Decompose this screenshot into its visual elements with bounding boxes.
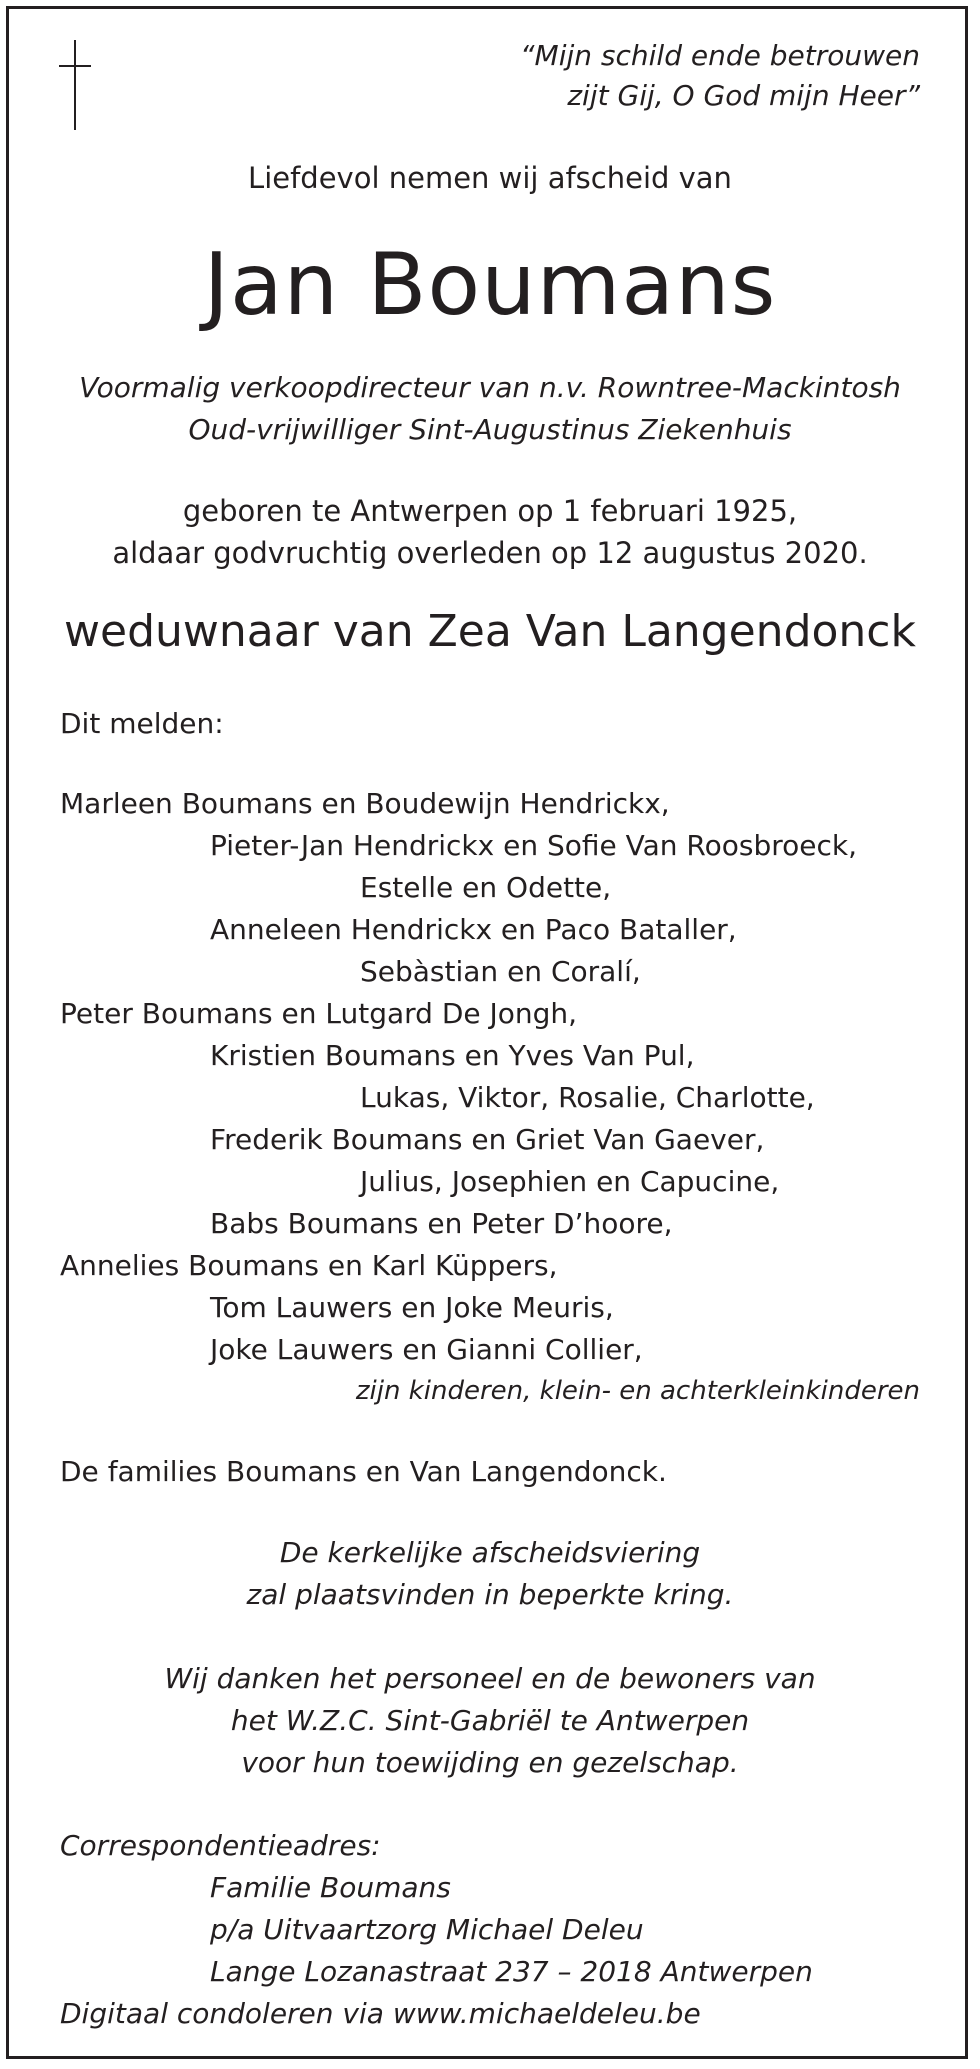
family-line: Pieter-Jan Hendrickx en Sofie Van Roosbroeck, [210,829,858,862]
family-line: Joke Lauwers en Gianni Collier, [210,1333,643,1366]
family-line: Julius, Josephien en Capucine, [360,1165,780,1198]
online-condolence: Digitaal condoleren via www.michaeldeleu.be [60,1997,701,2030]
family-line: Babs Boumans en Peter D’hoore, [210,1207,673,1240]
family-line: Estelle en Odette, [360,871,612,904]
deceased-name: Jan Boumans [203,235,777,335]
family-line: Peter Boumans en Lutgard De Jongh, [60,997,578,1030]
death-line: aldaar godvruchtig overleden op 12 augustus 2020. [112,536,868,570]
correspondence-label: Correspondentieadres: [60,1829,381,1862]
family-line: Annelies Boumans en Karl Küppers, [60,1249,558,1282]
quote-line-2: zijt Gij, O God mijn Heer” [567,79,920,112]
birth-line: geboren te Antwerpen op 1 februari 1925, [182,494,798,528]
role-line-2: Oud-vrijwilliger Sint-Augustinus Ziekenhuis [188,413,792,446]
ceremony-line-2: zal plaatsvinden in beperkte kring. [246,1578,734,1611]
family-line: Frederik Boumans en Griet Van Gaever, [210,1123,765,1156]
correspondence-care-of: p/a Uitvaartzorg Michael Deleu [210,1913,644,1946]
family-line: Marleen Boumans en Boudewijn Hendrickx, [60,787,670,820]
family-line: Tom Lauwers en Joke Meuris, [210,1291,614,1324]
announce-label: Dit melden: [60,707,224,740]
widower-line: weduwnaar van Zea Van Langendonck [64,606,916,657]
family-line: Anneleen Hendrickx en Paco Bataller, [210,913,737,946]
ceremony-line-1: De kerkelijke afscheidsviering [279,1536,701,1569]
role-line-1: Voormalig verkoopdirecteur van n.v. Rowntree-Mackintosh [79,371,901,404]
families-line: De families Boumans en Van Langendonck. [60,1455,667,1488]
family-role: zijn kinderen, klein- en achterkleinkinderen [355,1376,920,1406]
intro-text: Liefdevol nemen wij afscheid van [248,161,732,195]
quote-line-1: “Mijn schild ende betrouwen [520,39,920,72]
family-line: Lukas, Viktor, Rosalie, Charlotte, [360,1081,815,1114]
family-line: Sebàstian en Coralí, [360,955,641,988]
thanks-line-2: het W.Z.C. Sint-Gabriël te Antwerpen [230,1704,750,1737]
thanks-line-1: Wij danken het personeel en de bewoners van [164,1662,816,1695]
correspondence-address: Lange Lozanastraat 237 – 2018 Antwerpen [210,1955,813,1988]
family-line: Kristien Boumans en Yves Van Pul, [210,1039,695,1072]
thanks-line-3: voor hun toewijding en gezelschap. [241,1746,739,1779]
correspondence-name: Familie Boumans [210,1871,451,1904]
